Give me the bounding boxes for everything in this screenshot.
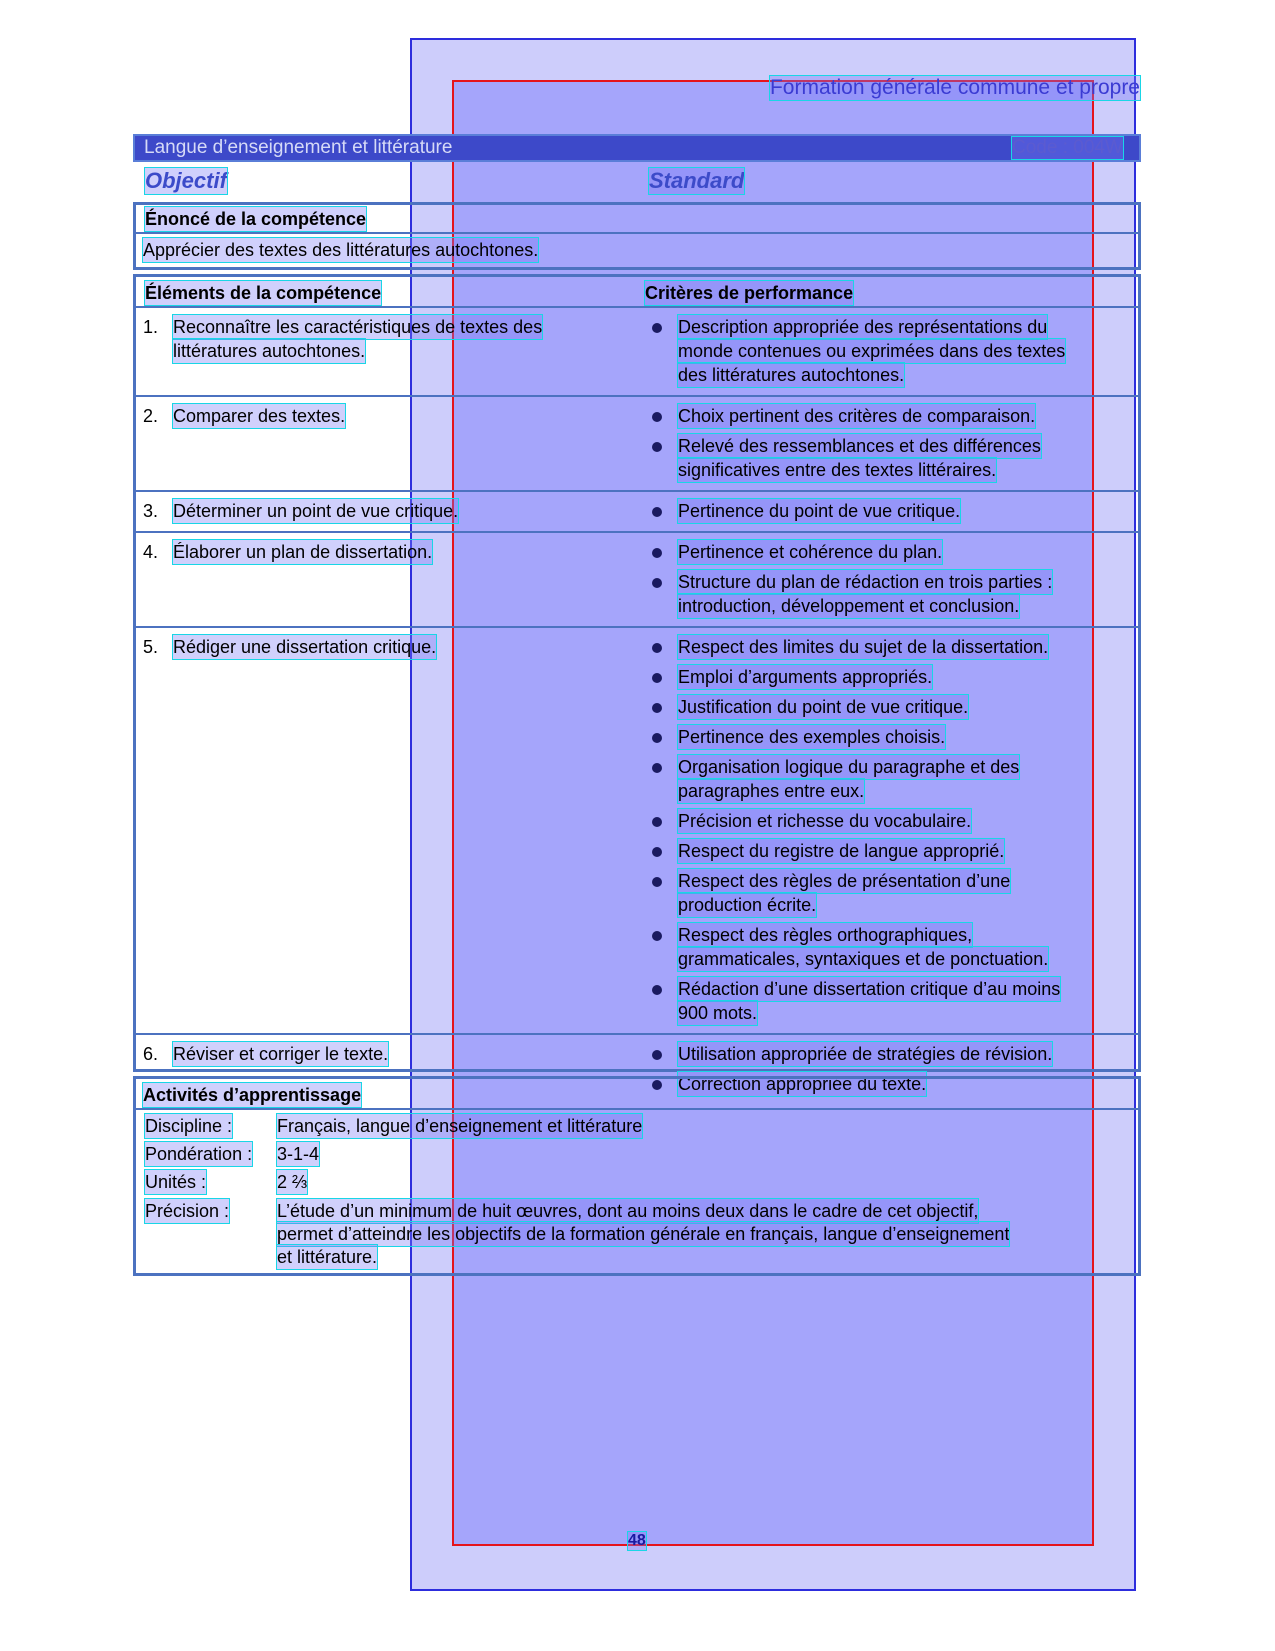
row-divider (136, 490, 1138, 492)
objectif-label: Objectif (145, 168, 227, 193)
element-number: 1. (143, 317, 159, 337)
page-number: 48 (628, 1532, 646, 1549)
criterion-text: Relevé des ressemblances et des différences (678, 436, 1041, 456)
element-text: littératures autochtones. (173, 341, 366, 361)
bullet-icon (652, 323, 662, 333)
bullet-icon (652, 877, 662, 887)
criterion-text: 900 mots. (678, 1003, 758, 1023)
bullet-icon (652, 847, 662, 857)
ponderation-value: 3-1-4 (277, 1144, 320, 1164)
activites-divider (136, 1108, 1138, 1110)
criterion-text: Choix pertinent des critères de comparaison. (678, 406, 1036, 426)
bullet-icon (652, 931, 662, 941)
bullet-icon (652, 1050, 662, 1060)
enonce-heading: Énoncé de la compétence (145, 209, 367, 229)
unites-value: 2 ⅔ (277, 1172, 308, 1192)
element-text: Élaborer un plan de dissertation. (173, 542, 433, 562)
element-number: 4. (143, 542, 159, 562)
criterion-text: Justification du point de vue critique. (678, 697, 969, 717)
bullet-icon (652, 507, 662, 517)
criterion-text: grammaticales, syntaxiques et de ponctuation. (678, 949, 1049, 969)
criterion-text: Respect du registre de langue approprié. (678, 841, 1005, 861)
discipline-value: Français, langue d’enseignement et littérature (277, 1116, 643, 1136)
element-text: Rédiger une dissertation critique. (173, 637, 437, 657)
activites-heading: Activités d’apprentissage (143, 1085, 362, 1105)
bullet-icon (652, 733, 662, 743)
element-number: 2. (143, 406, 159, 426)
element-number: 5. (143, 637, 159, 657)
element-text: Comparer des textes. (173, 406, 346, 426)
course-title: Langue d’enseignement et littérature (144, 137, 453, 158)
criterion-text: introduction, développement et conclusion. (678, 596, 1020, 616)
row-divider (136, 626, 1138, 628)
precision-line: L’étude d’un minimum de huit œuvres, dont au moins deux dans le cadre de cet objectif, (277, 1201, 979, 1221)
unites-label: Unités : (145, 1172, 207, 1192)
criterion-text: Pertinence du point de vue critique. (678, 501, 961, 521)
precision-line: permet d’atteindre les objectifs de la formation générale en français, langue d’enseignement (277, 1224, 1010, 1244)
bullet-icon (652, 673, 662, 683)
criterion-text: paragraphes entre eux. (678, 781, 865, 801)
enonce-divider (136, 232, 1138, 234)
element-text: Déterminer un point de vue critique. (173, 501, 459, 521)
criterion-text: Utilisation appropriée de stratégies de révision. (678, 1044, 1053, 1064)
bullet-icon (652, 643, 662, 653)
enonce-text: Apprécier des textes des littératures autochtones. (143, 240, 539, 260)
table-header-divider (136, 306, 1138, 308)
precision-line: et littérature. (277, 1247, 378, 1267)
document-series-title: Formation générale commune et propre (769, 76, 1140, 99)
criterion-text: Respect des limites du sujet de la dissertation. (678, 637, 1049, 657)
bullet-icon (652, 985, 662, 995)
criterion-text: production écrite. (678, 895, 817, 915)
bullet-icon (652, 548, 662, 558)
criterion-text: des littératures autochtones. (678, 365, 905, 385)
criterion-text: Emploi d’arguments appropriés. (678, 667, 933, 687)
bullet-icon (652, 703, 662, 713)
bullet-icon (652, 763, 662, 773)
row-divider (136, 1033, 1138, 1035)
course-code: Code : 004W (1012, 137, 1123, 158)
criterion-text: Correction appropriée du texte. (678, 1074, 927, 1094)
criterion-text: Organisation logique du paragraphe et des (678, 757, 1020, 777)
discipline-label: Discipline : (145, 1116, 233, 1136)
precision-label: Précision : (145, 1201, 230, 1221)
bullet-icon (652, 817, 662, 827)
criterion-text: Pertinence des exemples choisis. (678, 727, 946, 747)
criterion-text: Respect des règles de présentation d’une (678, 871, 1011, 891)
bullet-icon (652, 442, 662, 452)
criterion-text: significatives entre des textes littéraires. (678, 460, 997, 480)
bullet-icon (652, 578, 662, 588)
element-number: 3. (143, 501, 159, 521)
element-text: Reconnaître les caractéristiques de textes des (173, 317, 543, 337)
row-divider (136, 395, 1138, 397)
criterion-text: monde contenues ou exprimées dans des textes (678, 341, 1066, 361)
standard-label: Standard (649, 168, 745, 193)
criterion-text: Description appropriée des représentations du (678, 317, 1048, 337)
table-col-elements-heading: Éléments de la compétence (145, 283, 382, 303)
row-divider (136, 531, 1138, 533)
criterion-text: Pertinence et cohérence du plan. (678, 542, 943, 562)
element-number: 6. (143, 1044, 159, 1064)
criterion-text: Précision et richesse du vocabulaire. (678, 811, 972, 831)
table-col-criteres-heading: Critères de performance (645, 283, 854, 303)
criterion-text: Respect des règles orthographiques, (678, 925, 973, 945)
criterion-text: Rédaction d’une dissertation critique d’au moins (678, 979, 1061, 999)
criterion-text: Structure du plan de rédaction en trois parties : (678, 572, 1053, 592)
ponderation-label: Pondération : (145, 1144, 253, 1164)
element-text: Réviser et corriger le texte. (173, 1044, 389, 1064)
bullet-icon (652, 412, 662, 422)
